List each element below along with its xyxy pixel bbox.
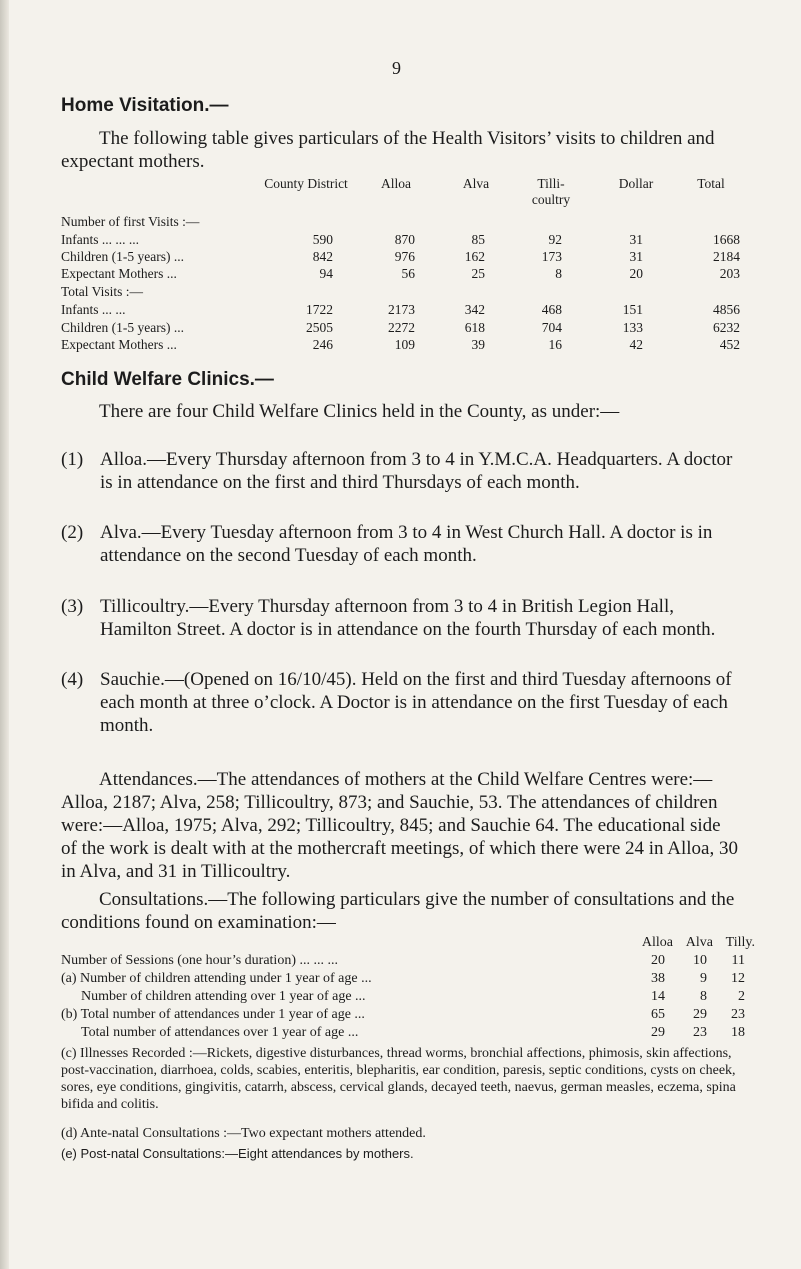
section-label: Total Visits :— — [61, 284, 144, 299]
child-welfare-intro: There are four Child Welfare Clinics held in the County, as under:— — [99, 401, 620, 422]
consultations-paragraph: Consultations.—The following particulars give the number of consultations and the conditions found on examination:— — [61, 889, 735, 933]
section-label: Number of first Visits :— — [61, 214, 200, 229]
table-row: Children (1-5 years) ... 842 976 162 173 31 2184 — [61, 249, 740, 264]
table-row: Number of Sessions (one hour’s duration) ... ... ... 20 10 11 — [61, 953, 745, 968]
table-row: Children (1-5 years) ... 2505 2272 618 704 133 6232 — [61, 320, 740, 335]
table-row: (b) Total number of attendances under 1 year of age ... 65 29 23 — [61, 1007, 745, 1022]
home-visitation-heading: Home Visitation.— — [61, 95, 229, 116]
attendances-paragraph: Attendances.—The attendances of mothers at the Child Welfare Centres were:—Alloa, 2187; Alva, 258; Tillicoultry, 873; and Sauchie, 53. The attendances of children were:—Alloa, 1975; Alva, 292; Tillicoultry, 845; and Sauchie 64. The educational side of the work is dealt with at the mothercraft meetings, of which there were 24 in Alloa, 30 in Alva, and 31 in Tillicoultry. — [61, 769, 738, 882]
col-header: Alva — [462, 176, 490, 191]
col-header: Tilly. — [725, 935, 755, 950]
col-header: Alloa — [641, 935, 673, 950]
table-row: Infants ... ... ... 590 870 85 92 31 1668 — [61, 232, 740, 247]
col-header: Tilli-coultry — [531, 176, 571, 207]
col-header: Dollar — [618, 176, 654, 191]
col-header: Alloa — [381, 176, 411, 191]
col-header: Alva — [685, 935, 713, 950]
table-row: Number of children attending over 1 year of age ... 14 8 2 — [81, 989, 745, 1004]
illnesses-note: (c) Illnesses Recorded :—Rickets, digestive disturbances, thread worms, bronchial affections, phimosis, skin affections, post-vaccination, diarrhoea, colds, scabies, enteritis, blepharitis, ear condition, paresis, septic conditions, cysts on cheek, sores, eye conditions, gingivitis, catarrh, abscess, cervical glands, decayed teeth, naevus, german measles, eczema, spina bifida and colitis. — [61, 1046, 736, 1112]
list-item: (4) Sauchie.—(Opened on 16/10/45). Held on the first and third Tuesday afternoons of each month at three o’clock. A Doctor is in attendance on the first Tuesday of each month. — [61, 669, 732, 736]
page-edge — [0, 0, 9, 1269]
list-item: (2) Alva.—Every Tuesday afternoon from 3 to 4 in West Church Hall. A doctor is in attendance on the second Tuesday of each month. — [61, 522, 713, 566]
page-number: 9 — [392, 58, 401, 78]
home-visitation-intro: The following table gives particulars of the Health Visitors’ visits to children and expectant mothers. — [61, 128, 715, 172]
child-welfare-heading: Child Welfare Clinics.— — [61, 369, 274, 390]
col-header: Total — [697, 176, 725, 191]
antenatal-note: (d) Ante-natal Consultations :—Two expectant mothers attended. — [61, 1126, 426, 1141]
table-row: Infants ... ... 1722 2173 342 468 151 4856 — [61, 302, 740, 317]
list-item: (1) Alloa.—Every Thursday afternoon from 3 to 4 in Y.M.C.A. Headquarters. A doctor is in attendance on the first and third Thursdays of each month. — [61, 449, 733, 493]
postnatal-note: (e) Post-natal Consultations:—Eight attendances by mothers. — [61, 1146, 414, 1161]
list-item: (3) Tillicoultry.—Every Thursday afternoon from 3 to 4 in British Legion Hall, Hamilton Street. A doctor is in attendance on the fourth Thursday of each month. — [61, 596, 716, 640]
col-header: County District — [264, 176, 348, 191]
table-row: (a) Number of children attending under 1 year of age ... 38 9 12 — [61, 971, 745, 986]
table-row: Expectant Mothers ... 246 109 39 16 42 452 — [61, 337, 740, 352]
table-row: Expectant Mothers ... 94 56 25 8 20 203 — [61, 266, 740, 281]
table-row: Total number of attendances over 1 year of age ... 29 23 18 — [81, 1025, 745, 1040]
